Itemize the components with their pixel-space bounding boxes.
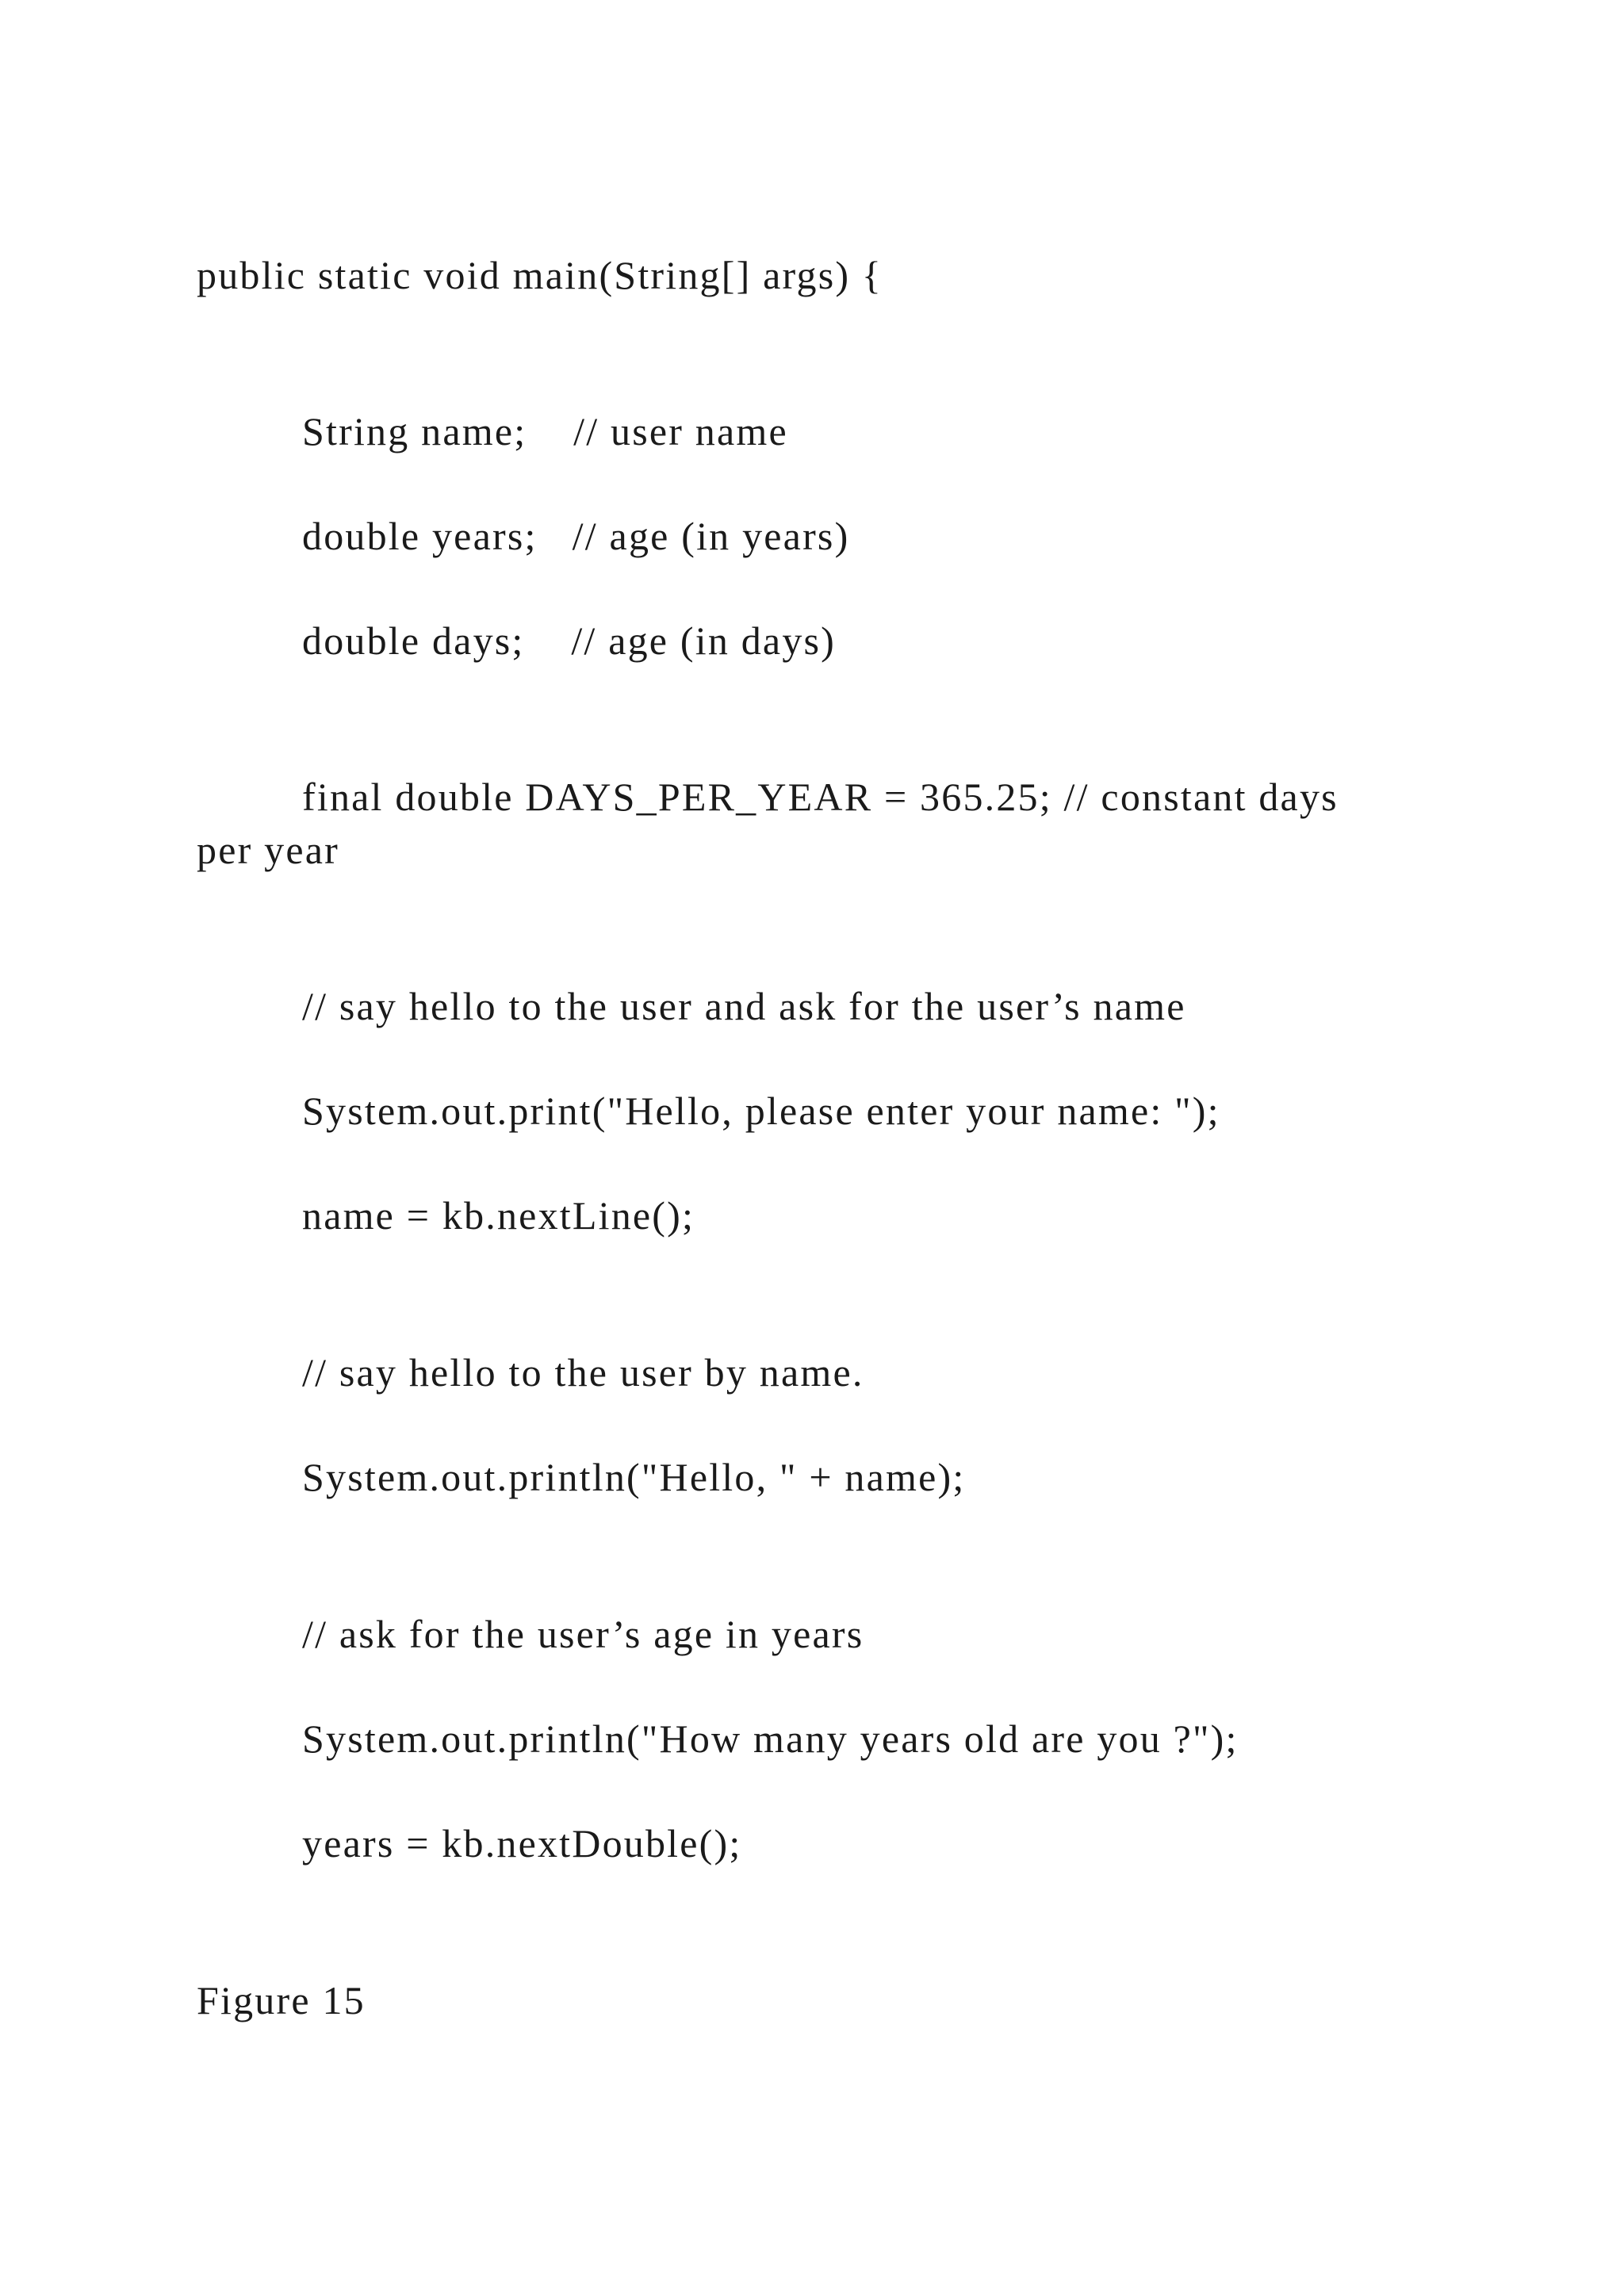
code-line-method-signature: public static void main(String[] args) { [197,253,883,297]
code-line-read-years: years = kb.nextDouble(); [302,1821,742,1866]
code-line-comment-age: // ask for the user’s age in years [302,1612,864,1656]
code-line-print-hello: System.out.println("Hello, " + name); [302,1455,966,1499]
code-line-read-name: name = kb.nextLine(); [302,1193,695,1238]
code-line-years-declaration: double years; // age (in years) [302,514,850,558]
code-line-name-declaration: String name; // user name [302,409,788,453]
code-line-comment-greeting: // say hello to the user and ask for the user’s name [302,984,1186,1028]
code-line-comment-hello-name: // say hello to the user by name. [302,1350,864,1395]
code-line-constant-declaration: final double DAYS_PER_YEAR = 365.25; // constant days [302,775,1339,819]
figure-caption: Figure 15 [197,1978,366,2022]
code-line-days-declaration: double days; // age (in days) [302,618,837,663]
code-line-constant-wrap: per year [197,828,339,872]
code-line-print-prompt: System.out.print("Hello, please enter your name: "); [302,1089,1220,1133]
code-line-print-age-prompt: System.out.println("How many years old are you ?"); [302,1716,1239,1761]
